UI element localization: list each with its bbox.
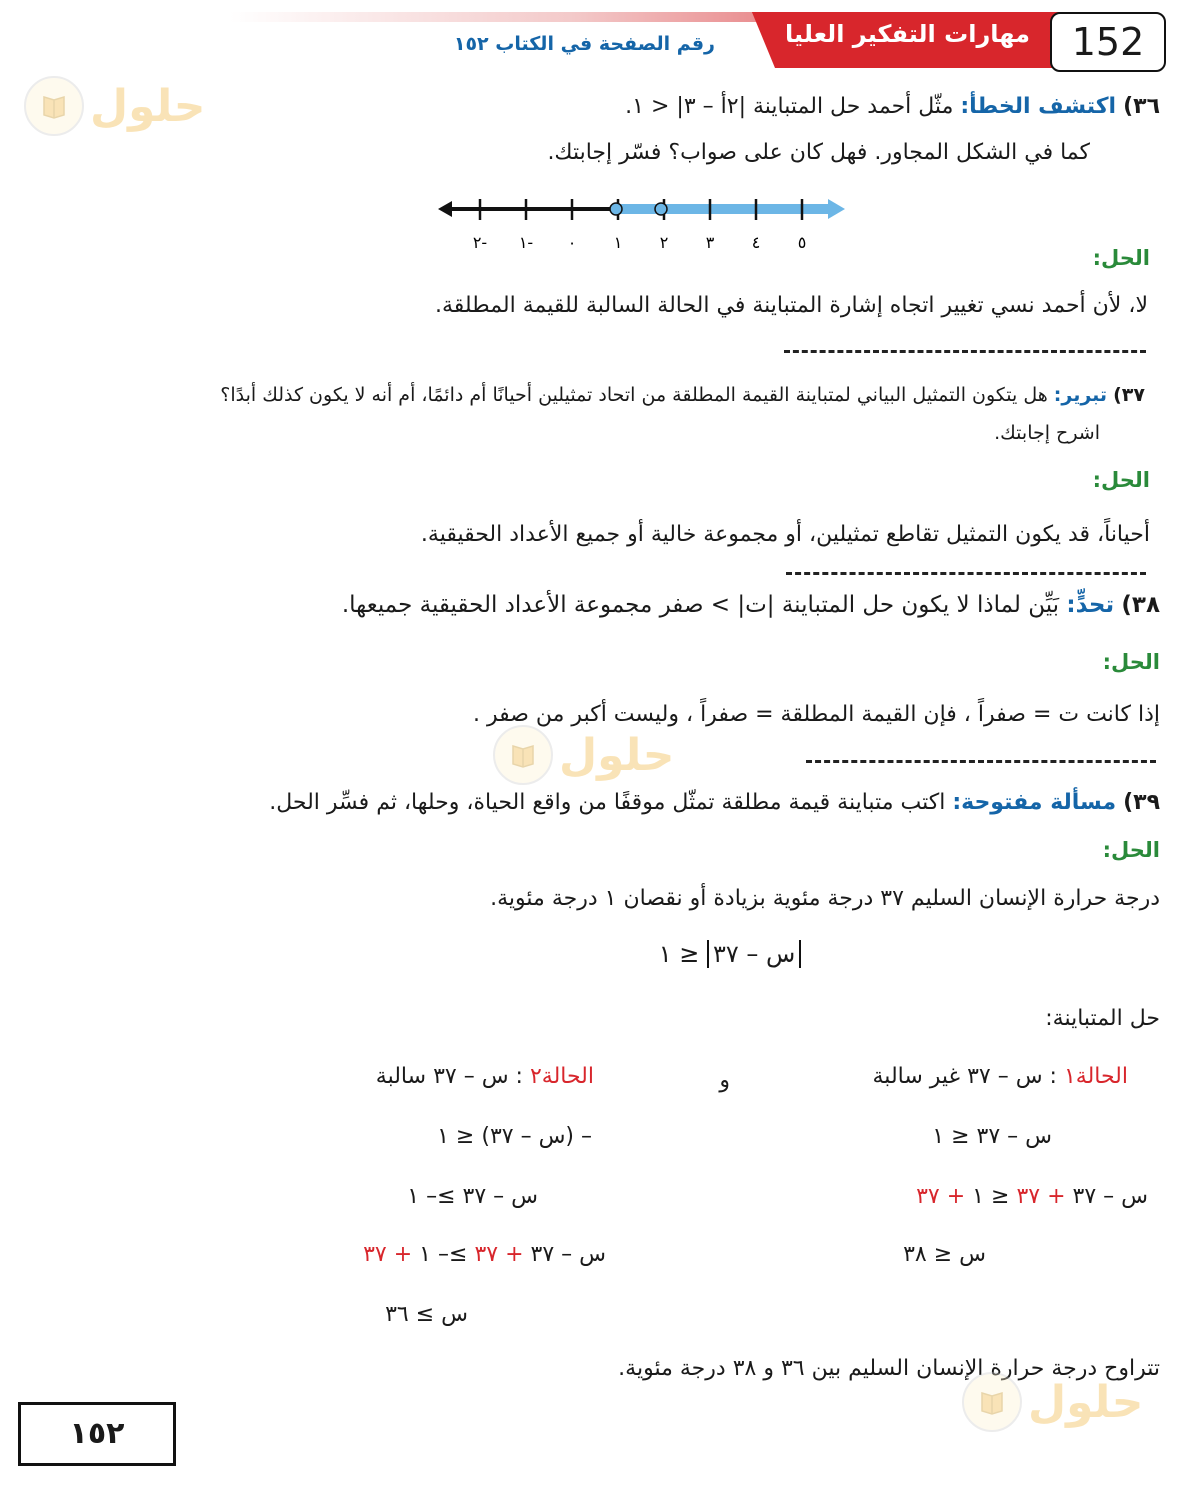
- page-number-box: 152: [1050, 12, 1166, 72]
- main-inequality: [600, 940, 860, 968]
- question-36-line2: كما في الشكل المجاور. فهل كان على صواب؟ فسّر إجابتك.: [547, 140, 1090, 165]
- case1-step3: س ≤ ٣٨: [903, 1242, 986, 1267]
- number-line-tick-label: ٠: [567, 233, 577, 252]
- question-text: اكتب متباينة قيمة مطلقة تمثّل موقفًا من واقع الحياة، وحلها، ثم فسِّر الحل.: [269, 790, 946, 815]
- and-word: و: [719, 1068, 730, 1093]
- case2-step4: س ≥ ٣٦: [385, 1302, 468, 1327]
- question-number: ٣٧): [1113, 384, 1145, 406]
- case1-heading: [873, 1064, 1128, 1089]
- watermark-text: حلول: [90, 80, 206, 132]
- inequality-rhs: ≤ ١: [658, 940, 700, 968]
- question-number: ٣٨): [1121, 592, 1160, 618]
- case2-heading: [376, 1064, 594, 1089]
- number-line-left-arrow: [438, 201, 452, 217]
- footer-page-number: ١٥٢: [18, 1402, 176, 1466]
- solution-label: الحل:: [1102, 838, 1160, 862]
- case1-step1: س – ٣٧ ≤ ١: [932, 1124, 1052, 1149]
- watermark-logo: [962, 1372, 1143, 1432]
- watermark-logo: [24, 76, 205, 136]
- case1-step2-d: + ٣٧: [916, 1184, 966, 1209]
- number-line-tick-label: ٢-: [472, 233, 488, 252]
- solution-text: إذا كانت ت = صفراً ، فإن القيمة المطلقة = صفراً ، وليست أكبر من صفر .: [472, 702, 1160, 727]
- book-icon: [24, 76, 84, 136]
- case2-condition: : س – ٣٧ سالبة: [375, 1064, 523, 1089]
- case2-step2: س – ٣٧ ≥– ١: [407, 1184, 538, 1209]
- number-line-point-1: [610, 203, 622, 215]
- question-text: بَيِّن لماذا لا يكون حل المتباينة |ت| > صفر مجموعة الأعداد الحقيقية جميعها.: [341, 592, 1060, 618]
- case2-step3: [363, 1242, 606, 1267]
- number-line-tick-label: ٤: [751, 233, 761, 252]
- question-38: [342, 592, 1160, 618]
- conclusion-text: تتراوح درجة حرارة الإنسان السليم بين ٣٦ و ٣٨ درجة مئوية.: [618, 1356, 1160, 1381]
- watermark-text: حلول: [1028, 1376, 1144, 1428]
- book-icon: [962, 1372, 1022, 1432]
- number-line-right-arrow: [828, 199, 845, 219]
- number-line-point-2: [655, 203, 667, 215]
- number-line-tick-label: ١: [613, 233, 623, 252]
- number-line: [430, 190, 860, 260]
- case2-step3-c: ≥– ١: [419, 1242, 468, 1267]
- case2-step1: – (س – ٣٧) ≤ ١: [437, 1124, 592, 1149]
- case2-step3-b: + ٣٧: [474, 1242, 524, 1267]
- case1-title: الحالة١: [1063, 1064, 1128, 1089]
- solution-label: الحل:: [1102, 650, 1160, 674]
- case2-step3-d: + ٣٧: [363, 1242, 413, 1267]
- question-label: مسألة مفتوحة:: [952, 790, 1117, 815]
- case2-step3-a: س – ٣٧: [530, 1242, 606, 1267]
- header-subtitle: رقم الصفحة في الكتاب ١٥٢: [453, 33, 715, 55]
- solution-text: درجة حرارة الإنسان السليم ٣٧ درجة مئوية بزيادة أو نقصان ١ درجة مئوية.: [490, 886, 1160, 911]
- case1-condition: : س – ٣٧ غير سالبة: [872, 1064, 1057, 1089]
- separator: [784, 350, 1146, 353]
- solution-label: الحل:: [1092, 468, 1150, 492]
- solve-label: حل المتباينة:: [1045, 1006, 1160, 1031]
- watermark-text: حلول: [559, 729, 675, 781]
- number-line-tick-label: ١-: [518, 233, 534, 252]
- number-line-tick-label: ٥: [797, 233, 807, 252]
- case1-step2-b: + ٣٧: [1016, 1184, 1066, 1209]
- solution-text: أحياناً، قد يكون التمثيل تقاطع تمثيلين، أو مجموعة خالية أو جميع الأعداد الحقيقية.: [420, 522, 1150, 547]
- solution-label: الحل:: [1092, 246, 1150, 270]
- separator: [806, 760, 1156, 763]
- case2-title: الحالة٢: [529, 1064, 594, 1089]
- question-37: [220, 384, 1145, 406]
- separator: [786, 572, 1146, 575]
- question-36: [625, 94, 1160, 119]
- question-label: تبرير:: [1053, 384, 1108, 406]
- question-39: [269, 790, 1160, 815]
- question-number: ٣٩): [1123, 790, 1160, 815]
- question-37-line2: اشرح إجابتك.: [994, 422, 1100, 444]
- absolute-value-expression: س – ٣٧: [707, 940, 801, 968]
- question-text: مثّل أحمد حل المتباينة |٢أ – ٣| < ١.: [625, 94, 954, 119]
- watermark-logo: [493, 725, 674, 785]
- number-line-tick-labels: [473, 233, 806, 252]
- case1-step2: [916, 1184, 1148, 1209]
- case1-step2-a: س – ٣٧: [1072, 1184, 1148, 1209]
- case1-step2-c: ≤ ١: [972, 1184, 1010, 1209]
- number-line-tick-label: ٢: [659, 233, 669, 252]
- question-text: هل يتكون التمثيل البياني لمتباينة القيمة المطلقة من اتحاد تمثيلين أحيانًا أم دائمًا، أم أنه لا يكون كذلك أبدًا؟: [220, 384, 1048, 406]
- question-label: تحدٍّ:: [1066, 592, 1115, 618]
- number-line-tick-label: ٣: [705, 233, 715, 252]
- book-icon: [493, 725, 553, 785]
- question-number: ٣٦): [1123, 94, 1160, 119]
- solution-text: لا، لأن أحمد نسي تغيير اتجاه إشارة المتباينة في الحالة السالبة للقيمة المطلقة.: [434, 293, 1148, 318]
- question-label: اكتشف الخطأ:: [960, 94, 1117, 119]
- header-title: مهارات التفكير العليا: [785, 20, 1030, 48]
